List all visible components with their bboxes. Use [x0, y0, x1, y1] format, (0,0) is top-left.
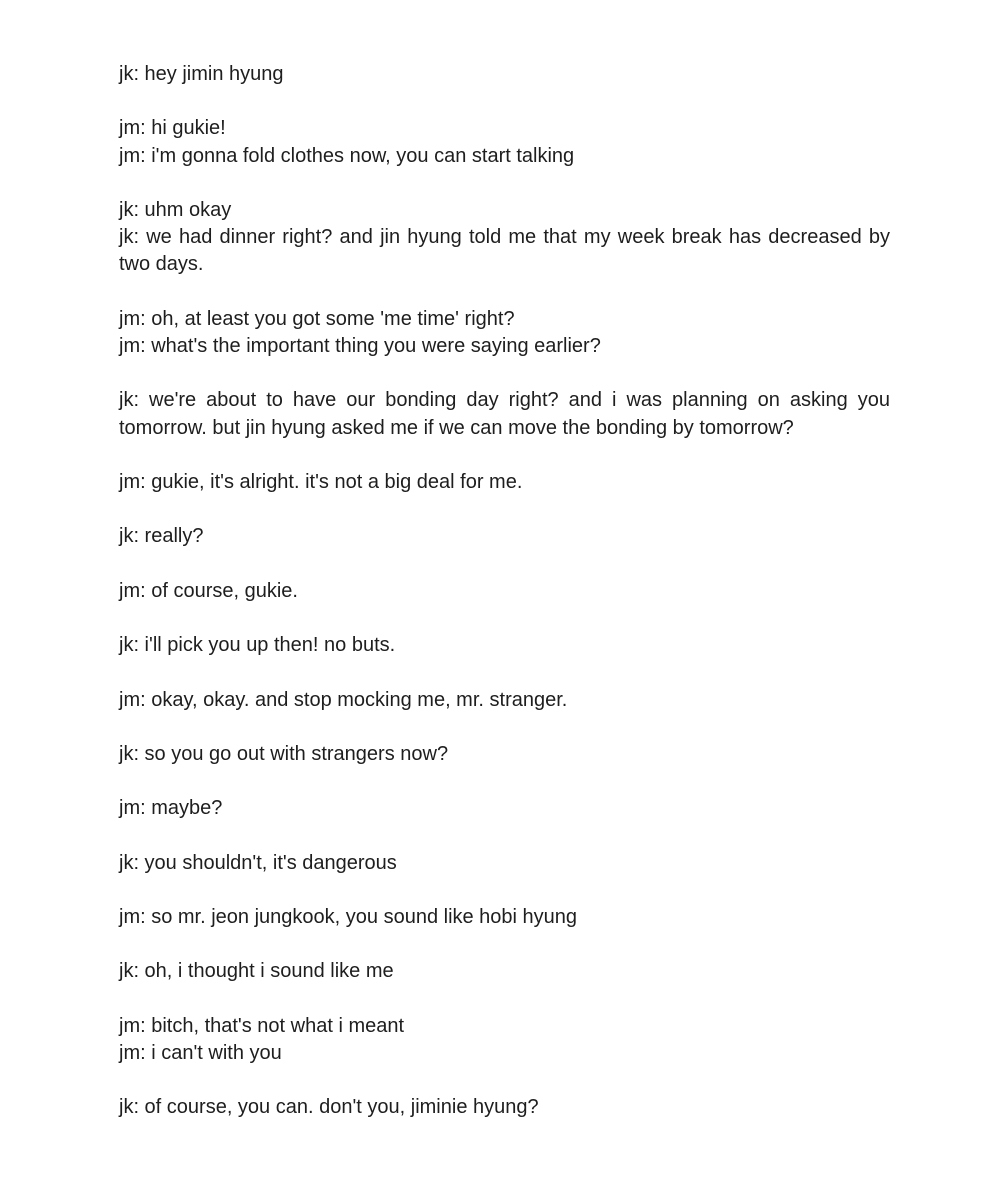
- message-group: [119, 523, 890, 550]
- message-group: [119, 387, 890, 441]
- chat-line: jm: so mr. jeon jungkook, you sound like hobi hyung: [119, 906, 578, 929]
- chat-line: jm: okay, okay. and stop mocking me, mr. stranger.: [119, 688, 568, 711]
- message-group: [119, 197, 890, 279]
- chat-line: jm: of course, gukie.: [119, 579, 298, 602]
- chat-line: jk: uhm okay: [119, 198, 232, 221]
- chat-line: jk: we had dinner right? and jin hyung told me that my week break has decreased by two days.: [119, 226, 890, 276]
- chat-line: jk: we're about to have our bonding day right? and i was planning on asking you tomorrow. but jin hyung asked me if we can move the bonding by tomorrow?: [119, 389, 890, 439]
- chat-line: jm: what's the important thing you were saying earlier?: [119, 334, 601, 357]
- chat-line: jk: really?: [119, 525, 204, 548]
- message-group: [119, 687, 890, 714]
- message-group: [119, 632, 890, 659]
- chat-line: jk: you shouldn't, it's dangerous: [119, 851, 397, 874]
- chat-line: jm: hi gukie!: [119, 117, 226, 140]
- message-group: [119, 306, 890, 360]
- chat-line: jk: oh, i thought i sound like me: [119, 960, 394, 983]
- chat-line: jk: hey jimin hyung: [119, 63, 284, 85]
- chat-line: jk: of course, you can. don't you, jiminie hyung?: [119, 1096, 539, 1119]
- message-group: [119, 795, 890, 822]
- message-group: [119, 578, 890, 605]
- message-group: [119, 61, 890, 88]
- message-group: [119, 1094, 890, 1121]
- chat-line: jm: maybe?: [119, 797, 223, 820]
- chat-line: jm: gukie, it's alright. it's not a big deal for me.: [119, 470, 523, 493]
- chat-line: jm: oh, at least you got some 'me time' right?: [119, 307, 515, 330]
- chat-line: jm: bitch, that's not what i meant: [119, 1014, 405, 1037]
- message-group: [119, 1013, 890, 1067]
- message-group: [119, 115, 890, 169]
- chat-line: jk: i'll pick you up then! no buts.: [119, 634, 396, 657]
- message-group: [119, 850, 890, 877]
- chat-transcript: [119, 61, 890, 1149]
- message-group: [119, 904, 890, 931]
- chat-line: jk: so you go out with strangers now?: [119, 742, 449, 765]
- message-group: [119, 958, 890, 985]
- chat-line: jm: i can't with you: [119, 1042, 282, 1065]
- message-group: [119, 469, 890, 496]
- message-group: [119, 741, 890, 768]
- chat-line: jm: i'm gonna fold clothes now, you can start talking: [119, 144, 575, 167]
